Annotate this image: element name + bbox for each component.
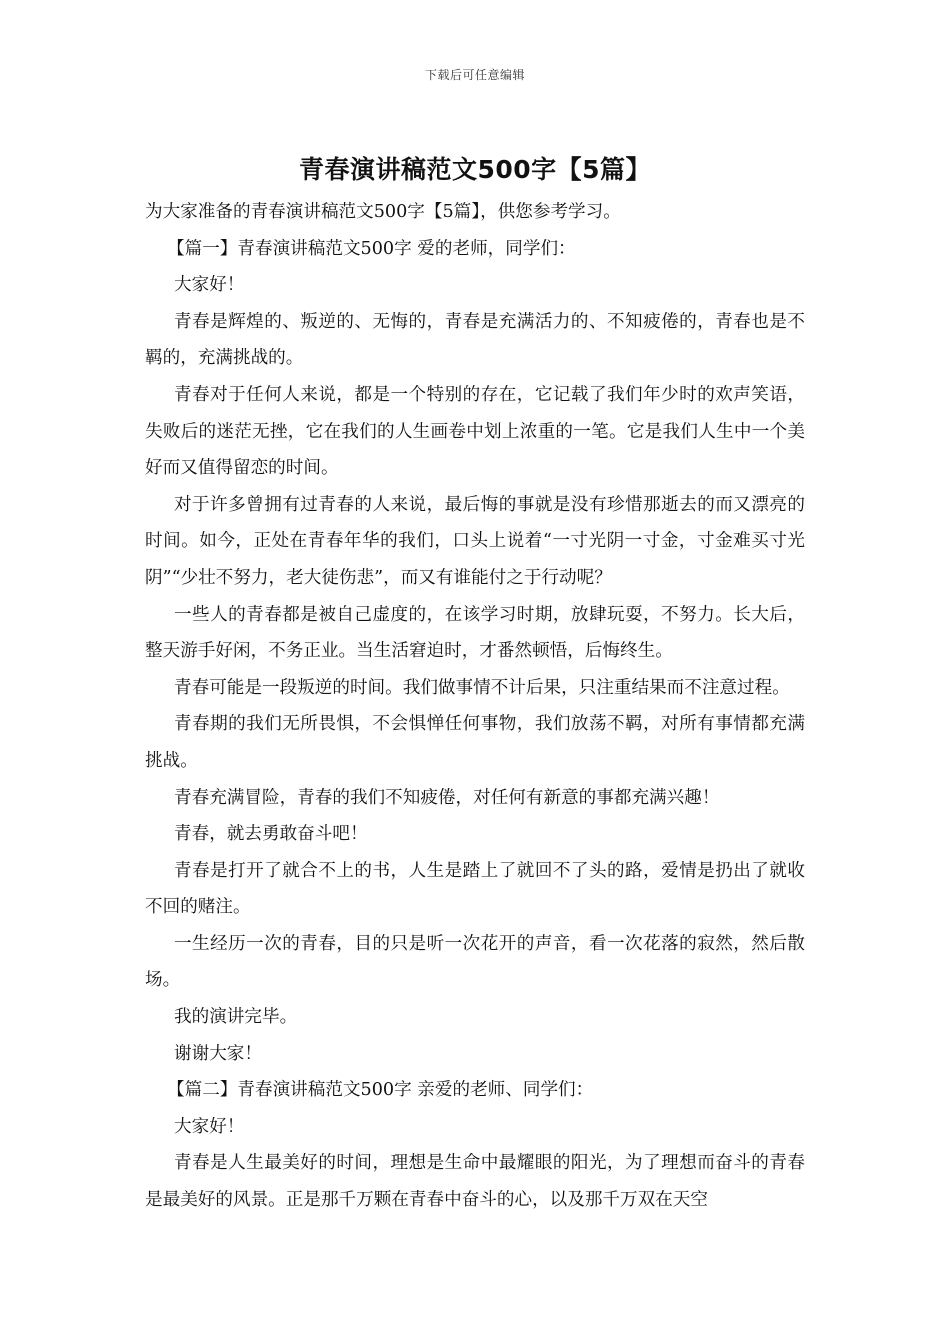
- paragraph: 青春是人生最美好的时间，理想是生命中最耀眼的阳光，为了理想而奋斗的青春是最美好的风景。正是那千万颗在青春中奋斗的心，以及那千万双在天空: [145, 1153, 805, 1211]
- paragraph: 大家好！: [174, 275, 245, 296]
- header-note: 下载后可任意编辑: [424, 68, 525, 82]
- section-heading-2: 【篇二】青春演讲稿范文500字 亲爱的老师、同学们：: [167, 1080, 594, 1101]
- paragraph: 谢谢大家！: [174, 1043, 262, 1064]
- document-title: 青春演讲稿范文500字【5篇】: [298, 155, 652, 184]
- paragraph: 青春期的我们无所畏惧，不会惧惮任何事物，我们放荡不羁，对所有事情都充满挑战。: [145, 714, 805, 771]
- section-heading-1: 【篇一】青春演讲稿范文500字 爱的老师，同学们：: [167, 238, 576, 259]
- paragraph: 青春是辉煌的、叛逆的、无悔的，青春是充满活力的、不知疲倦的，青春也是不羁的，充满挑战的。: [145, 311, 805, 369]
- intro-paragraph: 为大家准备的青春演讲稿范文500字【5篇】，供您参考学习。: [145, 202, 621, 222]
- paragraph: 青春对于任何人来说，都是一个特别的存在，它记载了我们年少时的欢声笑语，失败后的迷茫无挫，它在我们的人生画卷中划上浓重的一笔。它是我们人生中一个美好而又值得留恋的时间。: [145, 384, 805, 479]
- paragraph: 青春可能是一段叛逆的时间。我们做事情不计后果，只注重结果而不注意过程。: [174, 677, 790, 698]
- paragraph: 一些人的青春都是被自己虚度的，在该学习时期，放肆玩耍，不努力。长大后，整天游手好闲，不务正业。当生活窘迫时，才番然顿悟，后悔终生。: [145, 604, 805, 662]
- paragraph: 大家好！: [174, 1116, 245, 1137]
- document-body: [145, 194, 805, 1219]
- paragraph: 我的演讲完毕。: [174, 1007, 298, 1028]
- paragraph: 一生经历一次的青春，目的只是听一次花开的声音，看一次花落的寂然，然后散场。: [145, 933, 805, 991]
- paragraph: 青春，就去勇敢奋斗吧！: [174, 824, 368, 845]
- paragraph: 对于许多曾拥有过青春的人来说，最后悔的事就是没有珍惜那逝去的而又漂亮的时间。如今，正处在青春年华的我们，口头上说着“一寸光阴一寸金，寸金难买寸光阴”“少壮不努力，老大徒伤悲”，而又有谁能付之于行动呢？: [145, 494, 805, 588]
- paragraph: 青春是打开了就合不上的书，人生是踏上了就回不了头的路，爱情是扔出了就收不回的赌注。: [145, 860, 805, 918]
- paragraph: 青春充满冒险，青春的我们不知疲倦，对任何有新意的事都充满兴趣！: [174, 787, 720, 808]
